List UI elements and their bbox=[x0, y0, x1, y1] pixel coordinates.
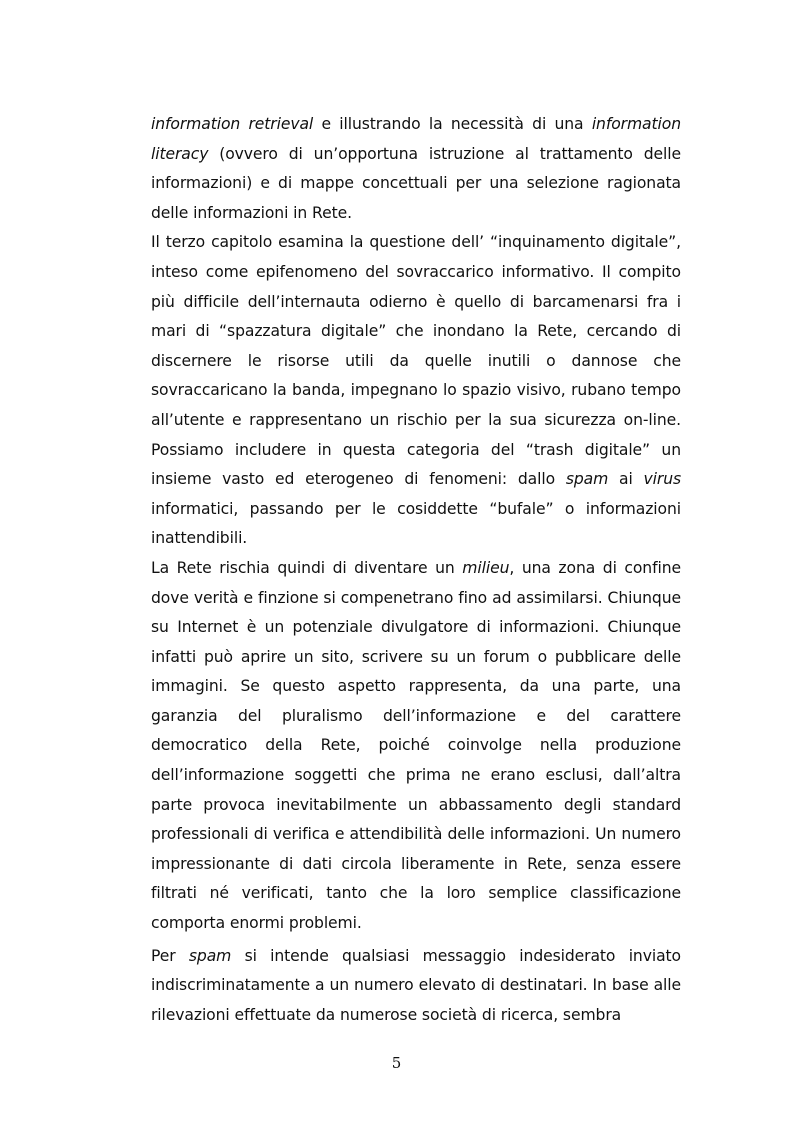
text-segment: information literacy bbox=[151, 115, 681, 163]
text-segment: Per bbox=[151, 946, 189, 965]
text-segment: , una zona di confine dove verità e finzione si compenetrano fino ad assimilarsi. Chiunque su Internet è un potenziale divulgatore di informazioni. Chiunque infatti può aprire un sito, scrivere su un forum o pubblicare delle immagini. Se questo aspetto rappresenta, da una parte, una garanzia del pluralismo dell’informazione e del carattere democratico della Rete, poiché coinvolge nella produzione dell’informazione soggetti che prima ne erano esclusi, dall’altra parte provoca inevitabilmente un abbassamento degli standard professionali di verifica e attendibilità delle informazioni. Un numero impressionante di dati circola liberamente in Rete, senza essere filtrati né verificati, tanto che la loro semplice classificazione comporta enormi problemi. bbox=[151, 558, 681, 933]
text-segment: Il terzo capitolo esamina la questione dell’ “inquinamento digitale”, inteso come epifenomeno del sovraccarico informativo. Il compito più difficile dell’internauta odierno è quello di barcamenarsi fra i mari di “spazzatura digitale” che inondano la Rete, cercando di discernere le risorse utili da quelle inutili o dannose che sovraccaricano la banda, impegnano lo spazio visivo, rubano tempo all’utente e rappresentano un rischio per la sua sicurezza on-line. Possiamo includere in questa categoria del “trash digitale” un insieme vasto ed eterogeneo di fenomeni: dallo bbox=[151, 233, 681, 489]
text-segment: informatici, passando per le cosiddette “bufale” o informazioni inattendibili. bbox=[151, 499, 681, 548]
paragraph-information-literacy bbox=[151, 110, 681, 228]
page-number: 5 bbox=[391, 1054, 402, 1072]
text-segment: e illustrando la necessità di una bbox=[313, 115, 592, 133]
text-segment: milieu bbox=[462, 558, 510, 577]
text-segment: information retrieval bbox=[151, 115, 314, 133]
text-segment: si intende qualsiasi messaggio indesiderato inviato indiscriminatamente a un numero elevato di destinatari. In base alle rilevazioni effettuate da numerose società di ricerca, sembra bbox=[151, 946, 681, 1024]
text-segment: (ovvero di un’opportuna istruzione al trattamento delle informazioni) e di mappe concettuali per una selezione ragionata delle informazioni in Rete. bbox=[151, 144, 681, 222]
text-segment: ai bbox=[608, 470, 644, 489]
text-segment: spam bbox=[188, 946, 232, 965]
text-segment: La Rete rischia quindi di diventare un bbox=[151, 558, 463, 577]
paragraph-inquinamento-digitale bbox=[151, 228, 681, 554]
text-segment: spam bbox=[565, 470, 609, 489]
paragraph-milieu bbox=[151, 554, 681, 939]
text-segment: virus bbox=[643, 470, 681, 489]
paragraph-spam bbox=[151, 942, 681, 1031]
body-text bbox=[151, 110, 681, 1030]
